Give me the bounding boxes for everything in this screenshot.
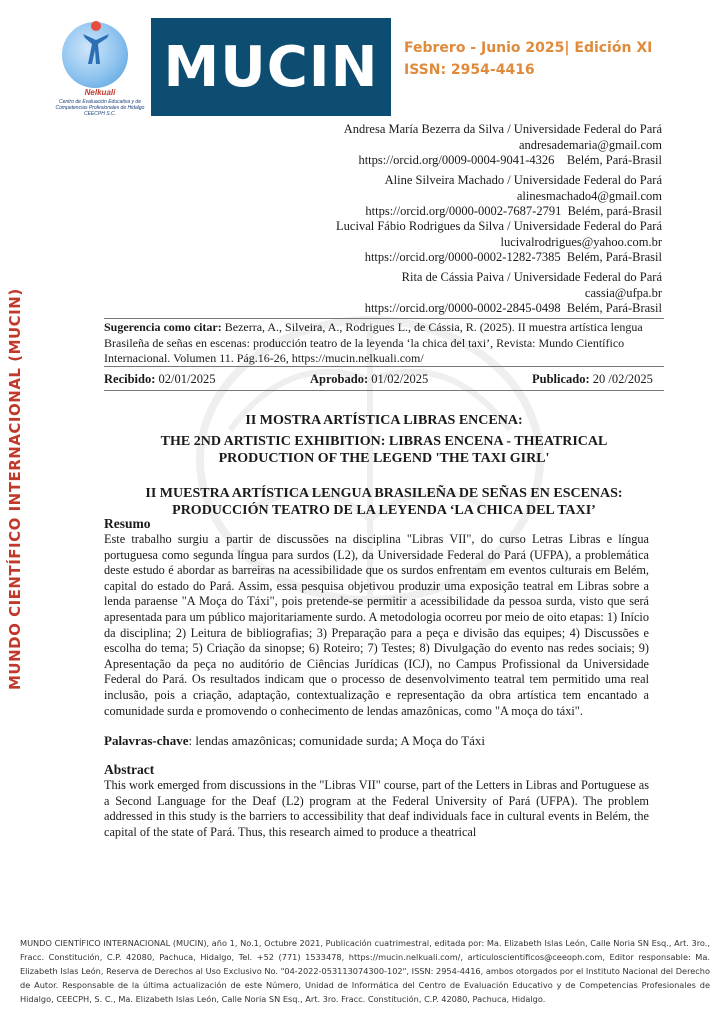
person-figure-icon — [81, 20, 111, 68]
received-value: 02/01/2025 — [158, 372, 216, 386]
author-1-orcid[interactable]: https://orcid.org/0009-0004-9041-4326 — [358, 153, 555, 167]
author-4-affiliation: Rita de Cássia Paiva / Universidade Federal do Pará — [401, 270, 662, 284]
author-1-location: Belém, Pará-Brasil — [566, 153, 662, 167]
mucin-brand: MUCIN — [151, 18, 391, 116]
keywords-line — [104, 733, 485, 749]
resumo-body: Este trabalho surgiu a partir de discussões na disciplina "Libras VII", do curso Letras Libras e língua portuguesa como segunda língua para surdos (L2), da Universidade Federal do Pará (UFPA), a problemática deste estudo é abordar as barreiras na acessibilidade que os surdos enfrentam em eventos culturais em Belém, capital do estado do Pará. Assim, essa pesquisa objetivou produzir uma exposição teatral em Libras sobre a lenda paraense "A Moça do Táxi", pois pretende-se permitir a acessibilidade da pessoa surda, visto que será apresentada para um público majoritariamente surdo. A metodologia ocorreu por meio de oito etapas: 1) Início da disciplina; 2) Leitura de bibliografias; 3) Preparação para a peça e divisão das equipes; 4) Discussões e escolha do tema; 5) Criação da sinopse; 6) Roteiro; 7) Testes; 8) Divulgação do evento nas redes sociais; 9) Apresentação da peça no auditório de Ciências Jurídicas (ICJ), no Campus Profissional da Universidade Federal do Pará. Os resultados indicam que o processo de desenvolvimento teatral tem permitido uma real inclusão, pois a criação, adaptação, contextualização e representação da obra artística tem encantado a comunidade surda e promovendo o conhecimento de lendas amazônicas, como "A moça do táxi". — [104, 532, 649, 718]
approved-label: Aprobado: — [310, 372, 369, 386]
approved-date — [310, 372, 428, 387]
logo-subtitle: Centro de Evaluación Educativa y de Competencias Profesionales de Hidalgo CEECPH S.C. — [55, 99, 145, 117]
citation-text: Bezerra, A., Silveira, A., Rodrigues L., de Cássia, R. (2025). II muestra artística lengua Brasileña de señas en escenas: producción teatro de la leyenda ‘la chica del taxi’, Revista: Mundo Científico Internacional. Volumen 11. Pág.16-26, https://mucin.nelkuali.com/ — [104, 320, 643, 365]
author-2-orcid[interactable]: https://orcid.org/0000-0002-7687-2791 — [365, 204, 562, 218]
title-english-line-2: PRODUCTION OF THE LEGEND 'THE TAXI GIRL' — [218, 451, 550, 466]
title-english-line-1: THE 2ND ARTISTIC EXHIBITION: LIBRAS ENCENA - THEATRICAL — [160, 434, 608, 449]
title-portuguese: II MOSTRA ARTÍSTICA LIBRAS ENCENA: — [245, 413, 523, 428]
author-4-orcid[interactable]: https://orcid.org/0000-0002-2845-0498 — [364, 301, 561, 315]
author-2-location: Belém, pará-Brasil — [567, 204, 662, 218]
author-2-orcid-line — [365, 204, 662, 219]
citation-block — [104, 320, 664, 367]
abstract-body: This work emerged from discussions in the "Libras VII" course, part of the Letters in Libras and Portuguese as a Second Language for the Deaf (L2) program at the Federal University of Pará (UFPA). The problem addressed in this study is the barriers to accessibility that deaf individuals face in cultural events in Belém, the capital of the state of Pará. Thus, this research aimed to produce a theatrical — [104, 778, 649, 839]
abstract-heading: Abstract — [104, 762, 155, 777]
nelkuali-logo — [48, 18, 152, 118]
issn-label: ISSN: 2954-4416 — [404, 62, 535, 78]
author-3-email[interactable]: lucivalrodrigues@yahoo.com.br — [500, 235, 662, 249]
author-1-affiliation: Andresa María Bezerra da Silva / Universidade Federal do Pará — [343, 122, 662, 136]
author-3-location: Belém, Pará-Brasil — [566, 250, 662, 264]
title-spanish-line-1: II MUESTRA ARTÍSTICA LENGUA BRASILEÑA DE SEÑAS EN ESCENAS: — [145, 486, 623, 501]
published-value: 20 /02/2025 — [592, 372, 653, 386]
dates-divider — [104, 390, 664, 391]
side-journal-title: MUNDO CIENTÍFICO INTERNACIONAL (MUCIN) — [6, 288, 24, 690]
author-4-orcid-line — [365, 301, 662, 316]
logo-title: Nelkuali — [84, 88, 116, 97]
author-4-email[interactable]: cassia@ufpa.br — [584, 286, 662, 300]
citation-label: Sugerencia como citar: — [104, 320, 222, 334]
author-3-affiliation: Lucival Fábio Rodrigues da Silva / Universidade Federal do Pará — [336, 219, 662, 233]
keywords-label: Palavras-chave — [104, 733, 189, 748]
citation-divider-top — [104, 318, 664, 319]
published-date — [532, 372, 653, 387]
author-4-location: Belém, Pará-Brasil — [566, 301, 662, 315]
author-2-affiliation: Aline Silveira Machado / Universidade Federal do Pará — [384, 173, 662, 187]
received-date — [104, 372, 215, 387]
resumo-heading: Resumo — [104, 516, 151, 531]
keywords-text: : lendas amazônicas; comunidade surda; A Moça do Táxi — [188, 733, 485, 748]
title-spanish-line-2: PRODUCCIÓN TEATRO DE LA LEYENDA ‘LA CHICA DEL TAXI’ — [172, 503, 596, 518]
author-1-email[interactable]: andresademaria@gmail.com — [518, 138, 662, 152]
received-label: Recibido: — [104, 372, 156, 386]
author-1-orcid-line — [358, 153, 662, 168]
citation-divider-bottom — [104, 366, 664, 367]
author-3-orcid-line — [365, 250, 662, 265]
approved-value: 01/02/2025 — [371, 372, 429, 386]
journal-footer: MUNDO CIENTÍFICO INTERNACIONAL (MUCIN), año 1, No.1, Octubre 2021, Publicación cuatrimestral, editada por: Ma. Elizabeth Islas León, Calle Noria SN Esq., Art. 3ro., Fracc. Constitución, C.P. 42080, Pachuca, Hidalgo, Tel. +52 (771) 1533478, https://mucin.nelkuali.com/, articuloscientificos@ceeoph.com, Editor responsable: Ma. Elizabeth Islas León, Reserva de Derechos al Uso Exclusivo No. "04-2022-053113074300-102", ISSN: 2954-4416, ambos otorgados por el Instituto Nacional del Derecho de Autor. Responsable de la última actualización de este Número, Unidad de Informática del Centro de Evaluación Educativo y de Competencias Profesionales de Hidalgo, CEECPH, S. C., Ma. Elizabeth Islas León, Calle Noria SN Esq., Art. 3ro. Fracc. Constitución, C.P. 42080, Pachuca, Hidalgo. — [20, 938, 710, 1004]
author-2-email[interactable]: alinesmachado4@gmail.com — [516, 189, 662, 203]
author-3-orcid[interactable]: https://orcid.org/0000-0002-1282-7385 — [364, 250, 561, 264]
published-label: Publicado: — [532, 372, 590, 386]
issue-label: Febrero - Junio 2025| Edición XI — [404, 40, 653, 56]
